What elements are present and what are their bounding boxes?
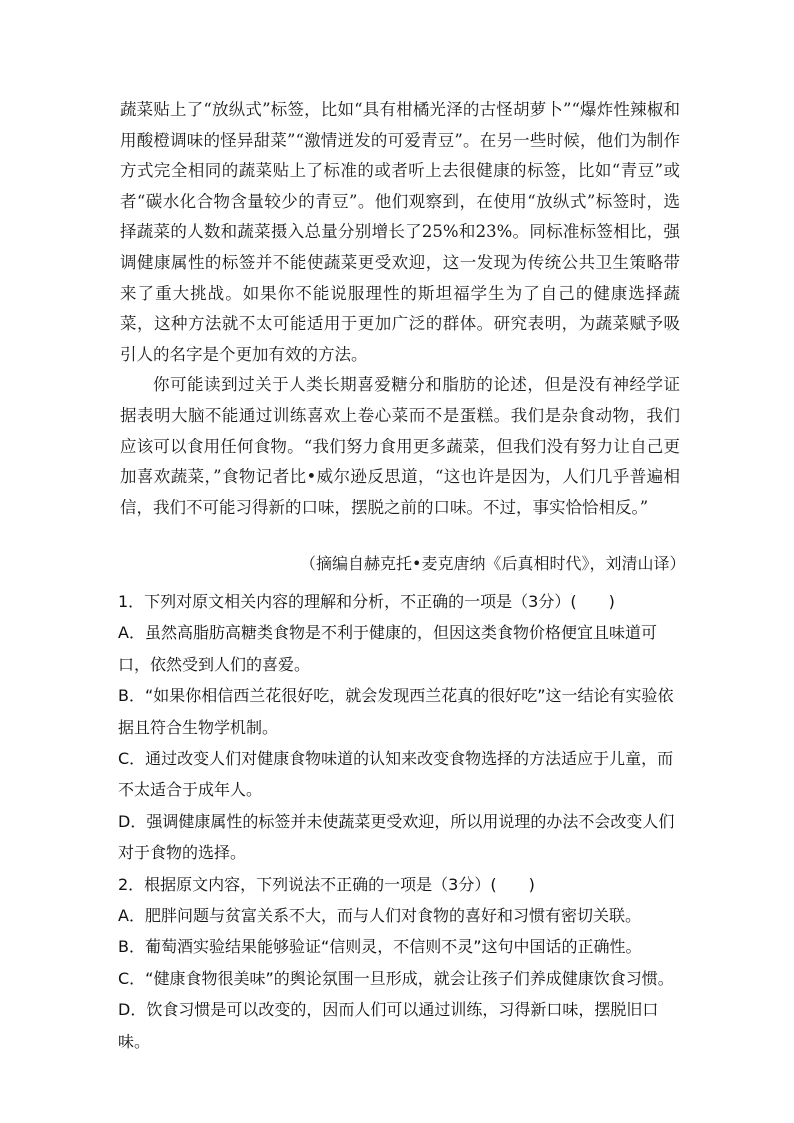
question-2-option-d: D．饮食习惯是可以改变的，因而人们可以通过训练，习得新口味，摆脱旧口味。 <box>118 1000 659 1051</box>
question-2-stem: 2．根据原文内容，下列说法不正确的一项是（3分）( ) <box>118 874 535 894</box>
passage-source-citation: （摘编自赫克托•麦克唐纳《后真相时代》，刘清山译） <box>300 554 686 573</box>
question-2-option-b: B．葡萄酒实验结果能够验证“信则灵，不信则不灵”这句中国话的正确性。 <box>118 937 642 957</box>
question-2 <box>118 869 683 1057</box>
question-2-option-c: C．“健康食物很美味”的舆论氛围一旦形成，就会让孩子们养成健康饮食习惯。 <box>118 968 674 988</box>
passage-paragraph-2: 你可能读到过关于人类长期喜爱糖分和脂肪的论述，但是没有神经学证据表明大脑不能通过训练喜欢上卷心菜而不是蛋糕。我们是杂食动物，我们应该可以食用任何食物。“我们努力食用更多蔬菜，但我们没有努力让自己更加喜欢蔬菜，”食物记者比•威尔逊反思道，“这也许是因为，人们几乎普遍相信，我们不可能习得新的口味，摆脱之前的口味。不过，事实恰恰相反。” <box>120 375 680 517</box>
question-1-option-c: C．通过改变人们对健康食物味道的认知来改变食物选择的方法适应于儿童，而不太适合于成年人。 <box>118 749 674 800</box>
reading-passage <box>120 95 680 523</box>
question-1-option-a: A．虽然高脂肪高糖类食物是不利于健康的，但因这类食物价格便宜且味道可口，依然受到人们的喜爱。 <box>118 623 657 674</box>
question-2-option-a: A．肥胖问题与贫富关系不大，而与人们对食物的喜好和习惯有密切关联。 <box>118 906 641 926</box>
question-section <box>118 586 683 1057</box>
question-1-option-d: D．强调健康属性的标签并未使蔬菜更受欢迎，所以用说理的办法不会改变人们对于食物的选择。 <box>118 811 675 863</box>
question-1 <box>118 586 683 869</box>
question-1-stem: 1．下列对原文相关内容的理解和分析，不正确的一项是（3分）( ) <box>118 592 615 611</box>
question-1-option-b: B．“如果你相信西兰花很好吃，就会发现西兰花真的很好吃”这一结论有实验依据且符合生物学机制。 <box>118 686 674 737</box>
passage-paragraph-1: 蔬菜贴上了“放纵式”标签，比如“具有柑橘光泽的古怪胡萝卜”“爆炸性辣椒和用酸橙调味的怪异甜菜”“激情迸发的可爱青豆”。在另一些时候，他们为制作方式完全相同的蔬菜贴上了标准的或者听上去很健康的标签，比如“青豆”或者“碳水化合物含量较少的青豆”。他们观察到，在使用“放纵式”标签时，选择蔬菜的人数和蔬菜摄入总量分别增长了25%和23%。同标准标签相比，强调健康属性的标签并不能使蔬菜更受欢迎，这一发现为传统公共卫生策略带来了重大挑战。如果你不能说服理性的斯坦福学生为了自己的健康选择蔬菜，这种方法就不太可能适用于更加广泛的群体。研究表明，为蔬菜赋予吸引人的名字是个更加有效的方法。 <box>120 100 680 364</box>
